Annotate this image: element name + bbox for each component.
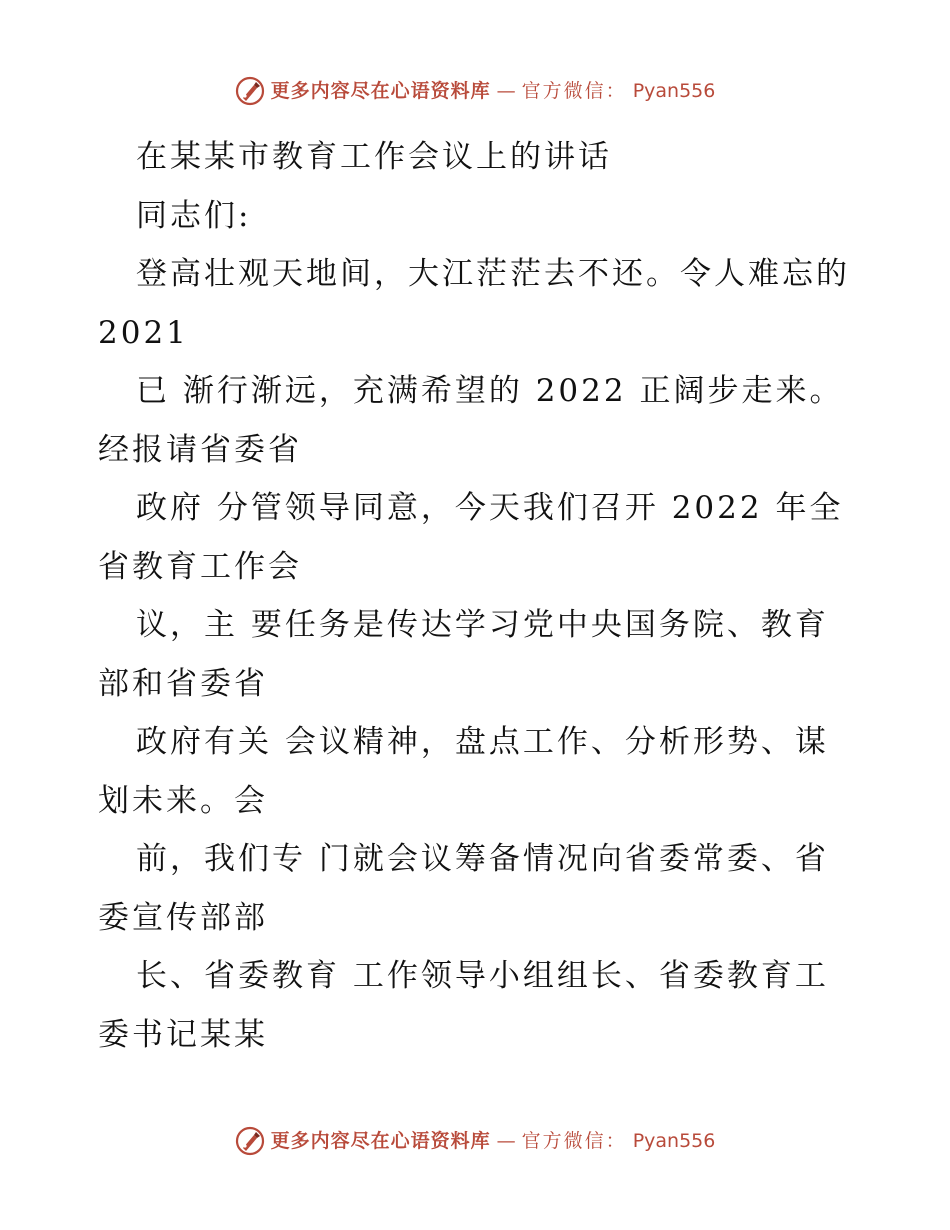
footer-watermark xyxy=(0,1126,950,1156)
watermark-brand: 更多内容尽在心语资料库 xyxy=(270,80,491,102)
text-line: 前，我们专 门就会议筹备情况向省委常委、省 xyxy=(136,841,829,877)
pen-logo-icon xyxy=(235,76,265,106)
document-body xyxy=(98,128,858,1064)
watermark-separator: — xyxy=(496,1130,516,1152)
text-line: 省教育工作会 xyxy=(98,548,302,585)
text-line: 政府有关 会议精神，盘点工作、分析形势、谋 xyxy=(136,724,829,760)
watermark-wechat-id: Pyan556 xyxy=(632,80,716,102)
text-line: 长、省委教育 工作领导小组组长、省委教育工 xyxy=(136,958,829,994)
watermark-wechat-id: Pyan556 xyxy=(632,1130,716,1152)
text-line: 政府 分管领导同意，今天我们召开 2022 年全 xyxy=(136,490,844,526)
text-line: 议，主 要任务是传达学习党中央国务院、教育 xyxy=(136,607,829,643)
document-title: 在某某市教育工作会议上的讲话 xyxy=(136,139,612,175)
text-line: 登高壮观天地间，大江茫茫去不还。令人难忘的 xyxy=(136,256,850,292)
watermark-brand: 更多内容尽在心语资料库 xyxy=(270,1130,491,1152)
watermark-separator: — xyxy=(496,80,516,102)
text-line: 划未来。会 xyxy=(98,782,268,819)
watermark-wechat-label: 官方微信： xyxy=(521,80,627,102)
text-line: 部和省委省 xyxy=(98,665,268,702)
text-line: 2021 xyxy=(98,314,189,351)
text-line: 已 渐行渐远，充满希望的 2022 正阔步走来。 xyxy=(136,373,844,409)
text-line: 经报请省委省 xyxy=(98,431,302,468)
header-watermark xyxy=(0,76,950,106)
watermark-wechat-label: 官方微信： xyxy=(521,1130,627,1152)
text-line: 委书记某某 xyxy=(98,1016,268,1053)
salutation: 同志们: xyxy=(136,197,252,234)
pen-logo-icon xyxy=(235,1126,265,1156)
text-line: 委宣传部部 xyxy=(98,899,268,936)
